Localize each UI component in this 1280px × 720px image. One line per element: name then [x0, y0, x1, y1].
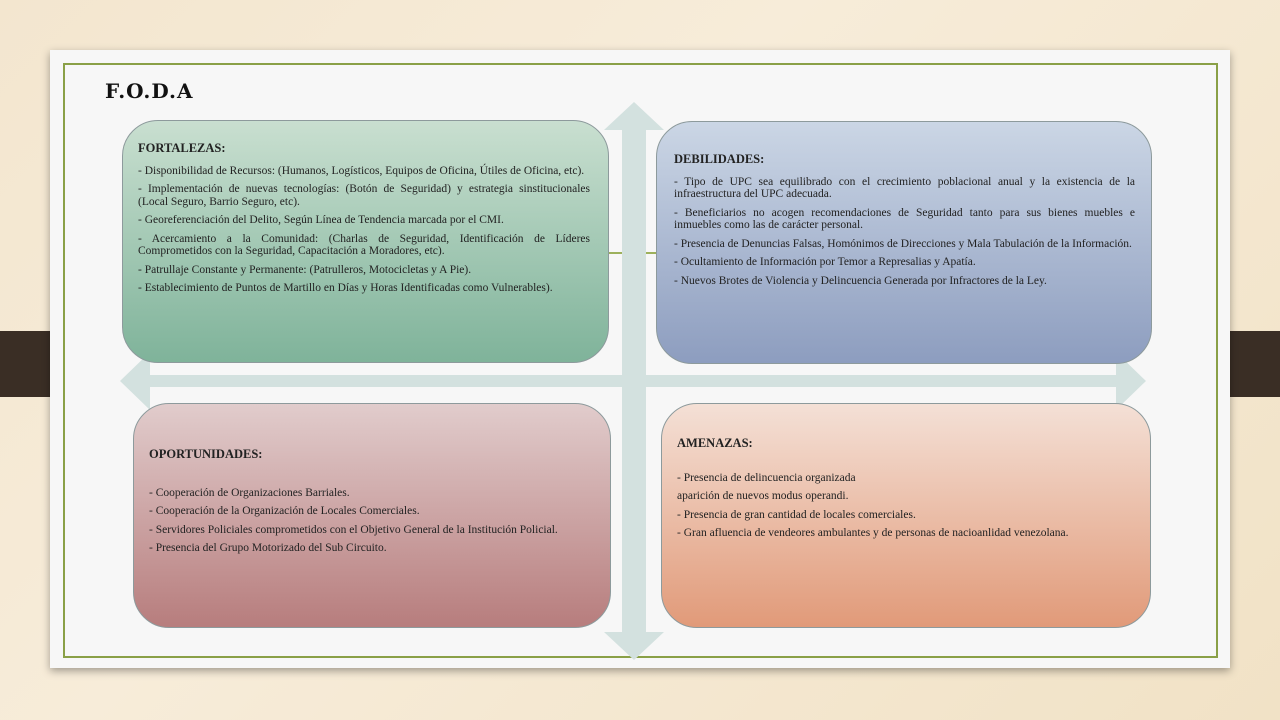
oportunidades-item: - Cooperación de Organizaciones Barriales. [149, 486, 350, 499]
debilidades-box [656, 121, 1152, 364]
debilidades-item: - Tipo de UPC sea equilibrado con el crecimiento poblacional anual y la existencia de la infraestructura del UPC adecuada. [674, 175, 1135, 200]
oportunidades-item: - Servidores Policiales comprometidos con el Objetivo General de la Institución Policial. [149, 523, 558, 536]
amenazas-item: aparición de nuevos modus operandi. [677, 490, 849, 502]
debilidades-item: - Nuevos Brotes de Violencia y Delincuencia Generada por Infractores de la Ley. [674, 274, 1047, 287]
amenazas-item: - Presencia de delincuencia organizada [677, 471, 856, 484]
debilidades-item: - Ocultamiento de Información por Temor a Represalias y Apatía. [674, 256, 976, 268]
oportunidades-item: - Presencia del Grupo Motorizado del Sub Circuito. [149, 542, 387, 554]
fortalezas-item: - Disponibilidad de Recursos: (Humanos, Logísticos, Equipos de Oficina, Útiles de Oficina, etc). [138, 164, 585, 177]
fortalezas-item: - Georeferenciación del Delito, Según Línea de Tendencia marcada por el CMI. [138, 214, 504, 226]
fortalezas-item: - Implementación de nuevas tecnologías: (Botón de Seguridad) y estrategia sinstitucionales (Local Seguro, Barrio Seguro, etc). [138, 183, 590, 208]
amenazas-item: - Gran afluencia de vendeores ambulantes y de personas de nacioanlidad venezolana. [677, 527, 1069, 539]
slide-card [50, 50, 1230, 668]
debilidades-item: - Beneficiarios no acogen recomendaciones de Seguridad tanto para sus bienes muebles e inmuebles como las de carácter personal. [674, 206, 1135, 231]
fortalezas-box [122, 120, 609, 363]
amenazas-box [661, 403, 1151, 628]
arrow-down [604, 380, 664, 660]
debilidades-item: - Presencia de Denuncias Falsas, Homónimos de Direcciones y Mala Tabulación de la Información. [674, 237, 1132, 250]
slide-title: F.O.D.A [105, 79, 194, 103]
debilidades-heading: DEBILIDADES: [674, 152, 765, 166]
fortalezas-item: - Patrullaje Constante y Permanente: (Patrulleros, Motocicletas y A Pie). [138, 263, 472, 276]
arrow-up [604, 102, 664, 380]
oportunidades-item: - Cooperación de la Organización de Locales Comerciales. [149, 505, 420, 517]
fortalezas-item: - Acercamiento a la Comunidad: (Charlas de Seguridad, Identificación de Líderes Comprometidos con la Seguridad, Capacitación a Moradores, etc). [138, 232, 590, 257]
oportunidades-box [133, 403, 611, 628]
amenazas-heading: AMENAZAS: [677, 436, 753, 450]
fortalezas-item: - Establecimiento de Puntos de Martillo en Días y Horas Identificadas como Vulnerables). [138, 282, 553, 294]
oportunidades-heading: OPORTUNIDADES: [149, 447, 263, 461]
amenazas-item: - Presencia de gran cantidad de locales comerciales. [677, 508, 916, 521]
fortalezas-heading: FORTALEZAS: [138, 141, 226, 155]
